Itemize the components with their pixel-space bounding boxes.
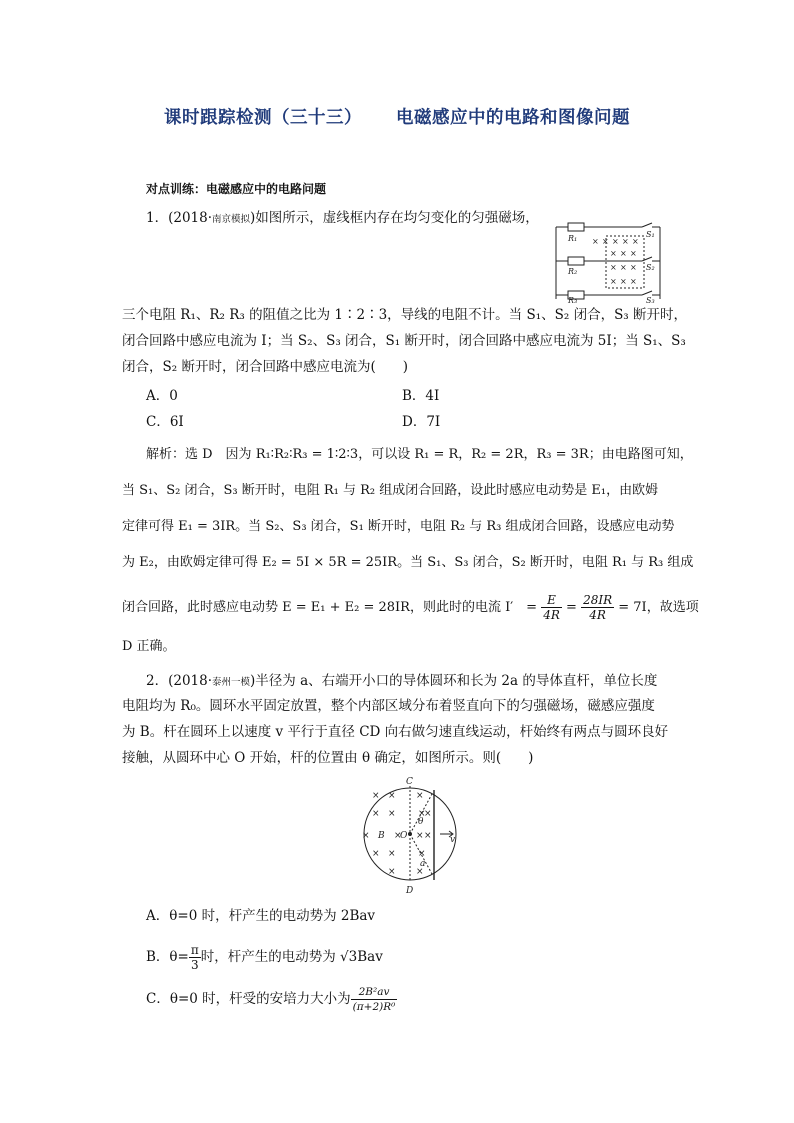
- svg-text:×: ×: [388, 867, 396, 877]
- page-title: [0, 104, 794, 129]
- svg-text:×: ×: [388, 809, 396, 819]
- q1-line1: 1．(2018·南京模拟)如图所示，虚线框内存在均匀变化的匀强磁场，: [146, 210, 539, 226]
- svg-text:×: ×: [362, 831, 370, 841]
- svg-text:×: ×: [416, 791, 424, 801]
- svg-text:×: ×: [610, 277, 617, 286]
- svg-text:×: ×: [372, 791, 380, 801]
- q1-line4: 闭合，S₂ 断开时，闭合回路中感应电流为( ): [122, 359, 408, 375]
- label-r3: R₃: [568, 296, 578, 304]
- svg-text:×: ×: [372, 809, 380, 819]
- svg-text:×: ×: [416, 867, 424, 877]
- label-s3: S₃: [646, 296, 655, 304]
- q1-option-c: C．6I: [146, 414, 184, 430]
- sol1-line2: 当 S₁、S₂ 闭合，S₃ 断开时，电阻 R₁ 与 R₂ 组成闭合回路，设此时感应电动势是 E₁，由欧姆: [122, 483, 659, 498]
- q2-line4: 接触，从圆环中心 O 开始，杆的位置由 θ 确定，如图所示。则( ): [122, 750, 534, 766]
- q2-source: 泰州一模: [212, 677, 251, 688]
- label-s1: S₁: [646, 230, 655, 239]
- svg-text:×: ×: [394, 831, 402, 841]
- label-theta: θ: [418, 817, 424, 827]
- fraction-e-over-4r: $\frac{E}{4R}$: [543, 593, 560, 622]
- svg-text:×: ×: [372, 849, 380, 859]
- label-r2: R₂: [568, 267, 578, 276]
- label-b: B: [378, 831, 385, 841]
- svg-text:×: ×: [620, 263, 627, 272]
- field-cross: ×: [592, 237, 599, 246]
- svg-text:×: ×: [610, 263, 617, 272]
- svg-text:×: ×: [630, 263, 637, 272]
- svg-text:×: ×: [610, 249, 617, 258]
- sol1-line4: 为 E₂，由欧姆定律可得 E₂ = 5I × 5R = 25IR。当 S₁、S₃ 闭合，S₂ 断开时，电阻 R₁ 与 R₃ 组成: [122, 555, 694, 570]
- svg-text:×: ×: [620, 277, 627, 286]
- label-v: v: [450, 835, 456, 845]
- svg-text:×: ×: [424, 831, 432, 841]
- svg-text:×: ×: [388, 849, 396, 859]
- svg-text:×: ×: [418, 809, 426, 819]
- q1-line2: 三个电阻 R₁、R₂ R₃ 的阻值之比为 1∶2∶3，导线的电阻不计。当 S₁、S₂ 闭合，S₃ 断开时，: [122, 307, 688, 323]
- svg-text:×: ×: [418, 849, 426, 859]
- fraction-28ir-over-4r: $\frac{28IR}{4R}$: [583, 593, 613, 622]
- svg-text:×: ×: [424, 809, 432, 819]
- q1-option-b: B．4I: [402, 388, 440, 404]
- label-r1: R₁: [568, 234, 578, 243]
- q1-option-d: D．7I: [402, 414, 441, 430]
- label-o: O: [400, 831, 408, 841]
- title-part1: 课时跟踪检测（三十三）: [164, 108, 362, 128]
- svg-text:×: ×: [602, 237, 609, 246]
- label-s2: S₂: [646, 263, 655, 272]
- q2-line1: 2．(2018·泰州一模)半径为 a、右端开小口的导体圆环和长为 2a 的导体直杆，单位长度: [146, 673, 658, 689]
- fraction-pi-over-3: $\frac{\pi}{3}$: [190, 943, 199, 972]
- label-d: D: [406, 886, 414, 894]
- svg-text:×: ×: [622, 237, 629, 246]
- title-part2: 电磁感应中的电路和图像问题: [396, 108, 630, 128]
- svg-text:×: ×: [630, 277, 637, 286]
- q2-line2: 电阻均为 R₀。圆环水平固定放置，整个内部区域分布着竖直向下的匀强磁场，磁感应强度: [122, 698, 655, 714]
- svg-text:×: ×: [388, 791, 396, 801]
- label-a: a: [420, 859, 426, 869]
- sol1-line3: 定律可得 E₁ = 3IR。当 S₂、S₃ 闭合，S₁ 断开时，电阻 R₂ 与 R₃ 组成闭合回路，设感应电动势: [122, 519, 675, 534]
- q1-source: 南京模拟: [212, 214, 251, 225]
- q1-line3: 闭合回路中感应电流为 I；当 S₂、S₃ 闭合，S₁ 断开时，闭合回路中感应电流为 5I；当 S₁、S₃: [122, 333, 686, 349]
- section-heading: 对点训练：电磁感应中的电路问题: [146, 182, 327, 196]
- sol1-line6: D 正确。: [122, 639, 176, 654]
- svg-text:×: ×: [416, 831, 424, 841]
- label-c: C: [406, 777, 413, 787]
- svg-text:×: ×: [612, 237, 619, 246]
- q2-option-a: A．θ=0 时，杆产生的电动势为 2Bav: [146, 908, 376, 924]
- fraction-force: $\frac{\text{2B²av}}{\text{(π+2)R⁰}}$: [352, 986, 396, 1013]
- q2-option-c: C．θ=0 时，杆受的安培力大小为 $\frac{\text{2B²av}}{\text{(π+2)R⁰}}$: [146, 986, 396, 1013]
- sol1-line5: 闭合回路，此时感应电动势 E = E₁ + E₂ = 28IR，则此时的电流 I′ = $\frac{E}{4R}$ = $\frac{28IR}{4R}$ = 7I，故选项: [122, 593, 699, 622]
- q1-option-a: A．0: [146, 388, 178, 404]
- svg-text:×: ×: [632, 237, 639, 246]
- q2-option-b: B．θ= $\frac{\pi}{3}$ 时，杆产生的电动势为 √3Bav: [146, 943, 383, 972]
- q2-line3: 为 B。杆在圆环上以速度 v 平行于直径 CD 向右做匀速直线运动，杆始终有两点与圆环良好: [122, 724, 669, 740]
- circuit-diagram: [548, 222, 666, 304]
- svg-text:×: ×: [630, 249, 637, 258]
- svg-text:×: ×: [620, 249, 627, 258]
- sol1-line1: 解析：选 D 因为 R₁∶R₂∶R₃ = 1∶2∶3，可以设 R₁ = R，R₂ = 2R，R₃ = 3R；由电路图可知，: [146, 447, 693, 462]
- ring-diagram: [358, 776, 462, 894]
